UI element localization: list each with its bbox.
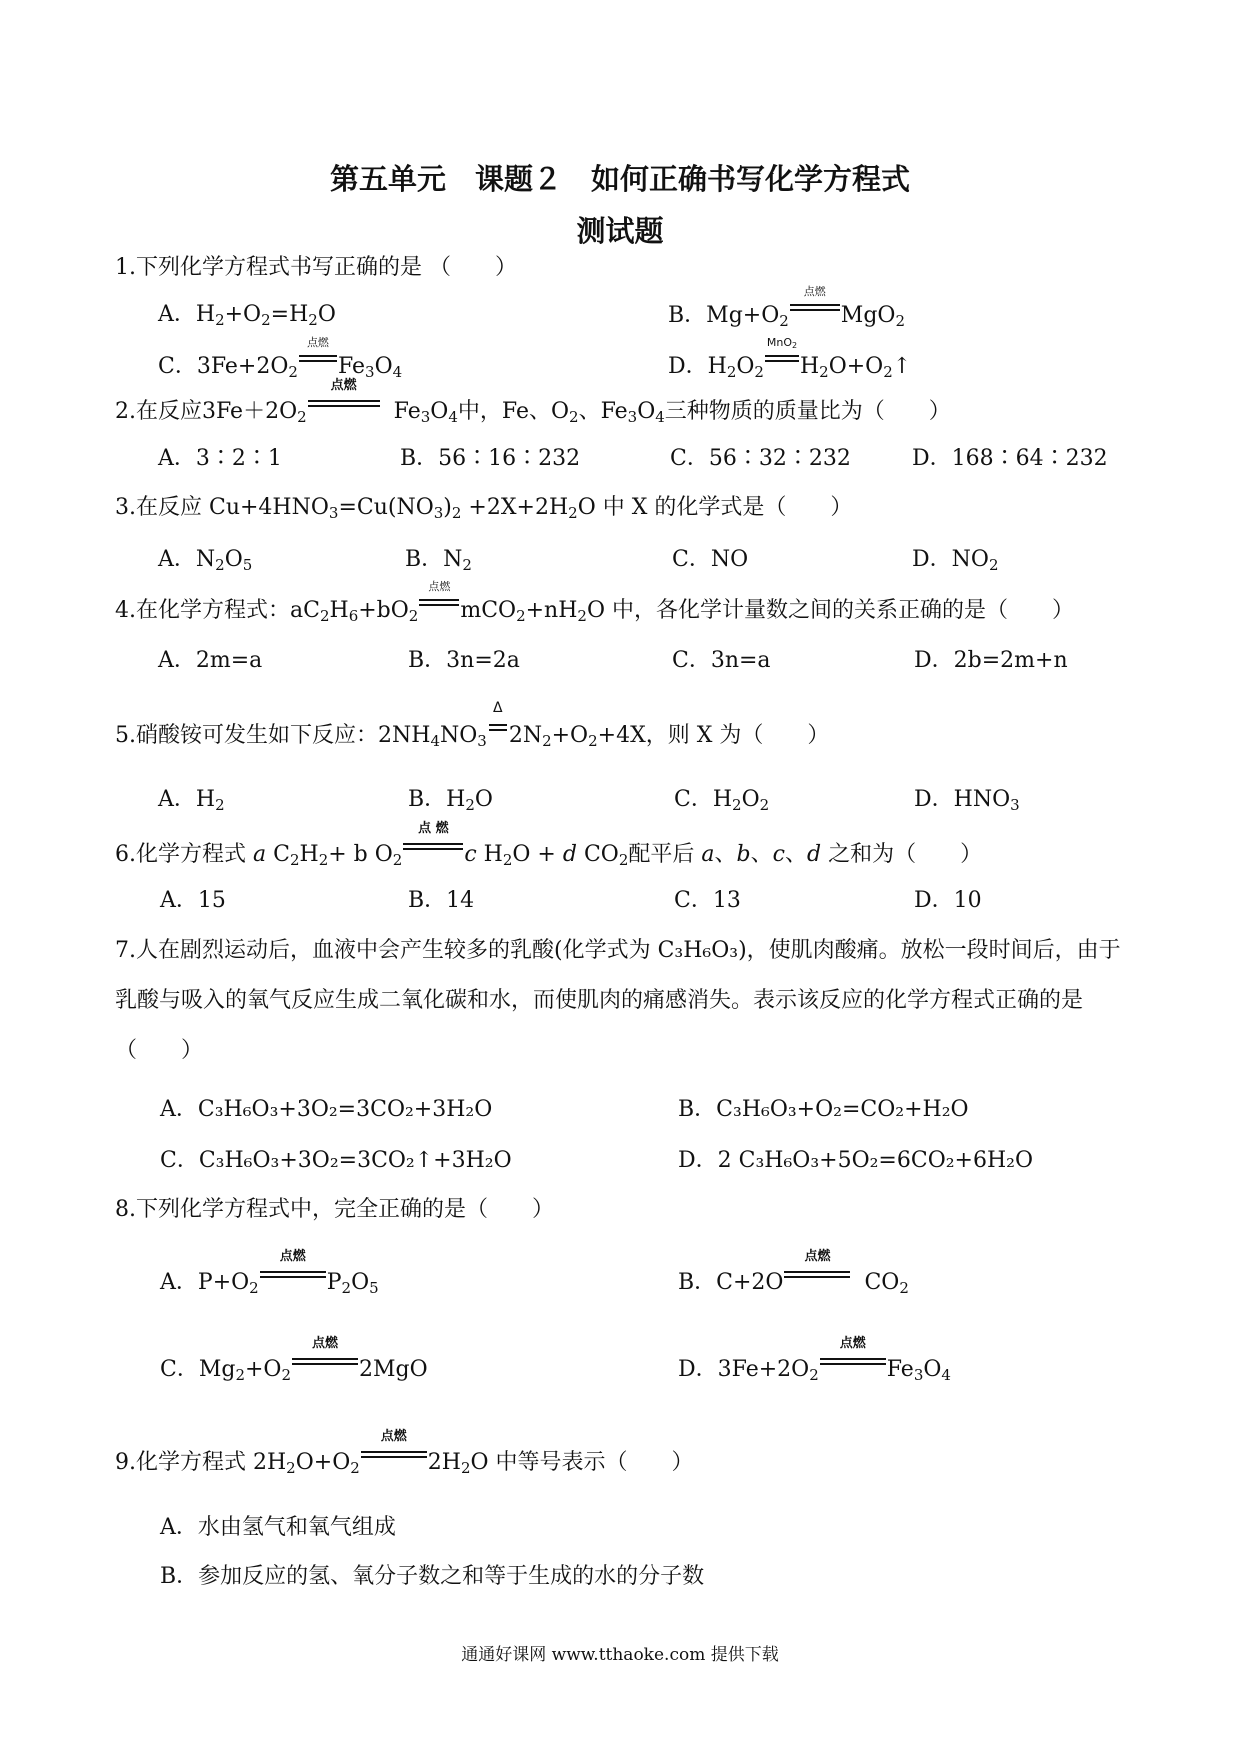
q1-option-c: C．$3Fe+2O_2$ 点燃 $Fe_3O_4$: [158, 336, 403, 381]
question-2: 2.在反应$3Fe+2O_2$ 点燃 $Fe_3O_4$中，Fe、$O_2$、$Fe_3O_4$三种物质的质量比为（ ）: [115, 378, 951, 426]
q4-option-a: A．2m=a: [158, 648, 263, 673]
question-9: 9.化学方程式 $2H_2O+O_2$ 点燃 $2H_2O$ 中等号表示（ ）: [115, 1429, 694, 1477]
q8-option-b: B．C+2O 点燃 $CO_2$: [678, 1249, 909, 1297]
q1-option-b: B．$Mg+O_2$ 点燃 MgO$_2$: [668, 285, 905, 330]
q7-option-b: B．C₃H₆O₃+O₂=CO₂+H₂O: [678, 1097, 969, 1122]
q5-option-a: A．$H_2$: [158, 787, 225, 814]
q3-option-a: A．$N_2O_5$: [158, 547, 253, 574]
reaction-condition: MnO$_2$: [765, 351, 799, 373]
q6-option-a: A．15: [160, 888, 226, 913]
question-6: 6.化学方程式 a $C_2H_2+ b$ $O_2$ 点 燃 c $H_2O + d$ $CO_2$配平后 a、b、c、d 之和为（ ）: [115, 821, 983, 869]
question-5: 5.硝酸铵可发生如下反应：$2NH_4NO_3$ Δ $2N_2+O_2+4X$，则 X 为（ ）: [115, 700, 830, 750]
q8-option-c: C．$Mg_2+O_2$ 点燃 2MgO: [160, 1336, 428, 1384]
q6-option-b: B．14: [408, 888, 475, 913]
q4-option-d: D．2b=2m+n: [914, 648, 1068, 673]
page-footer: 通通好课网 www.tthaoke.com 提供下载: [461, 1645, 779, 1665]
q8-option-a: A．$P+O_2$ 点燃 $P_2O_5$: [160, 1249, 379, 1297]
q5-option-b: B．$H_2O$: [408, 787, 493, 814]
page-title: 第五单元 课题２ 如何正确书写化学方程式: [329, 162, 910, 196]
reaction-condition: 点燃: [790, 300, 840, 322]
question-8: 8.下列化学方程式中，完全正确的是（ ）: [115, 1197, 554, 1222]
question-7: 7.人在剧烈运动后，血液中会产生较多的乳酸(化学式为 C₃H₆O₃)，使肌肉酸痛。放松一段时间后，由于乳酸与吸入的氧气反应生成二氧化碳和水，而使肌肉的痛感消失。表示该反应的化学方程式正确的是（ ）: [115, 938, 1121, 1063]
question-3: 3.在反应 $Cu+4HNO_3=Cu(NO_3)_2 +2X+2H_2O$ 中 X 的化学式是（ ）: [115, 495, 853, 522]
q7-option-d: D．2 C₃H₆O₃+5O₂=6CO₂+6H₂O: [678, 1148, 1034, 1173]
q5-option-d: D．$HNO_3$: [914, 787, 1020, 814]
reaction-condition: 点燃: [419, 595, 459, 617]
q9-option-a: A．水由氢气和氧气组成: [160, 1515, 396, 1540]
q2-option-a: A．3∶2∶1: [158, 446, 282, 471]
q7-option-a: A．C₃H₆O₃+3O₂=3CO₂+3H₂O: [160, 1097, 493, 1122]
question-4: 4.在化学方程式：$aC_2H_6+bO_2$ 点燃 $mCO_2+nH_2O$ 中，各化学计量数之间的关系正确的是（ ）: [115, 580, 1074, 625]
reaction-condition: 点燃: [820, 1354, 886, 1376]
reaction-condition: Δ: [489, 720, 507, 742]
q2-option-b: B．56∶16∶232: [400, 446, 581, 471]
q9-option-b: B．参加反应的氢、氧分子数之和等于生成的水的分子数: [160, 1564, 705, 1589]
reaction-condition: 点燃: [292, 1354, 358, 1376]
q2-option-c: C．56∶32∶232: [670, 446, 851, 471]
reaction-condition: 点 燃: [403, 839, 463, 861]
reaction-condition: 点燃: [308, 396, 380, 418]
q6-option-d: D．10: [914, 888, 982, 913]
q1-option-d: D．$H_2O_2$ MnO$_2$ $H_2O+O_2↑$: [668, 336, 912, 381]
q6-option-c: C．13: [674, 888, 741, 913]
q7-option-c: C．C₃H₆O₃+3O₂=3CO₂↑+3H₂O: [160, 1148, 512, 1173]
q3-option-d: D．$NO_2$: [912, 547, 999, 574]
q4-option-b: B．3n=2a: [408, 648, 520, 673]
q3-option-b: B．$N_2$: [405, 547, 472, 574]
question-1: 1.下列化学方程式书写正确的是 （ ）: [115, 255, 517, 280]
q3-option-c: C．NO: [672, 547, 749, 572]
q2-option-d: D．168∶64∶232: [912, 446, 1108, 471]
reaction-condition: 点燃: [361, 1447, 427, 1469]
q4-option-c: C．3n=a: [672, 648, 771, 673]
page-subtitle: 测试题: [576, 214, 664, 248]
q1-option-a: A．$H_2+O_2=H_2O$: [158, 302, 336, 329]
reaction-condition: 点燃: [260, 1267, 326, 1289]
reaction-condition: 点燃: [784, 1267, 850, 1289]
q5-option-c: C．$H_2O_2$: [674, 787, 770, 814]
q8-option-d: D．$3Fe+2O_2$ 点燃 $Fe_3O_4$: [678, 1336, 951, 1384]
reaction-condition: 点燃: [299, 351, 337, 373]
